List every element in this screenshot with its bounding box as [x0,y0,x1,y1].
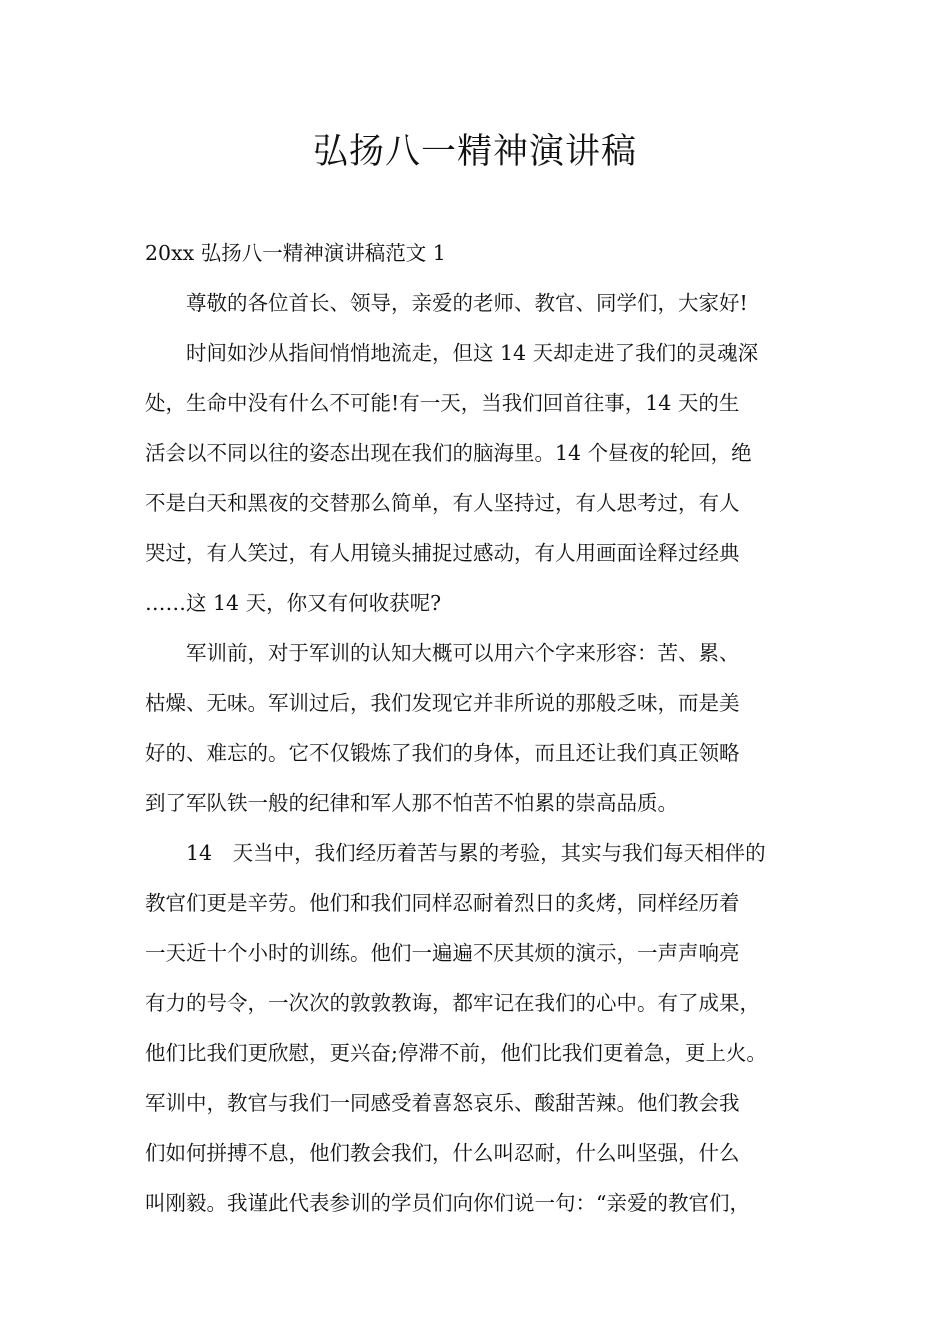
body-line-15: 有力的号令，一次次的敦敦教诲，都牢记在我们的心中。有了成果， [145,991,760,1015]
body-line-8: 军训前，对于军训的认知大概可以用六个字来形容：苦、累、 [145,641,740,665]
subtitle-line: 20xx 弘扬八一精神演讲稿范文 1 [145,241,446,265]
body-line-6: 哭过，有人笑过，有人用镜头捕捉过感动，有人用画面诠释过经典 [145,541,740,565]
body-line-14: 一天近十个小时的训练。他们一遍遍不厌其烦的演示，一声声响亮 [145,941,740,965]
body-line-7: ……这 14 天，你又有何收获呢? [145,591,442,615]
body-line-9: 枯燥、无味。军训过后，我们发现它并非所说的那般乏味，而是美 [145,691,740,715]
body-line-1: 尊敬的各位首长、领导，亲爱的老师、教官、同学们，大家好! [145,291,748,315]
body-line-12: 14 天当中，我们经历着苦与累的考验，其实与我们每天相伴的 [145,841,766,865]
body-line-16: 他们比我们更欣慰，更兴奋;停滞不前，他们比我们更着急，更上火。 [145,1041,767,1065]
body-line-4: 活会以不同以往的姿态出现在我们的脑海里。14 个昼夜的轮回，绝 [145,441,752,465]
body-line-3: 处，生命中没有什么不可能!有一天，当我们回首往事，14 天的生 [145,391,740,415]
body-line-2: 时间如沙从指间悄悄地流走，但这 14 天却走进了我们的灵魂深 [145,341,759,365]
body-line-5: 不是白天和黑夜的交替那么简单，有人坚持过，有人思考过，有人 [145,491,740,515]
body-line-10: 好的、难忘的。它不仅锻炼了我们的身体，而且还让我们真正领略 [145,741,740,765]
body-line-11: 到了军队铁一般的纪律和军人那不怕苦不怕累的崇高品质。 [145,791,678,815]
body-line-18: 们如何拼搏不息，他们教会我们，什么叫忍耐，什么叫坚强，什么 [145,1141,740,1165]
body-line-13: 教官们更是辛劳。他们和我们同样忍耐着烈日的炙烤，同样经历着 [145,891,740,915]
document-title: 弘扬八一精神演讲稿 [312,132,637,172]
body-line-19: 叫刚毅。我谨此代表参训的学员们向你们说一句：“亲爱的教官们， [145,1191,750,1215]
document-body [145,228,835,1228]
body-line-17: 军训中，教官与我们一同感受着喜怒哀乐、酸甜苦辣。他们教会我 [145,1091,740,1115]
